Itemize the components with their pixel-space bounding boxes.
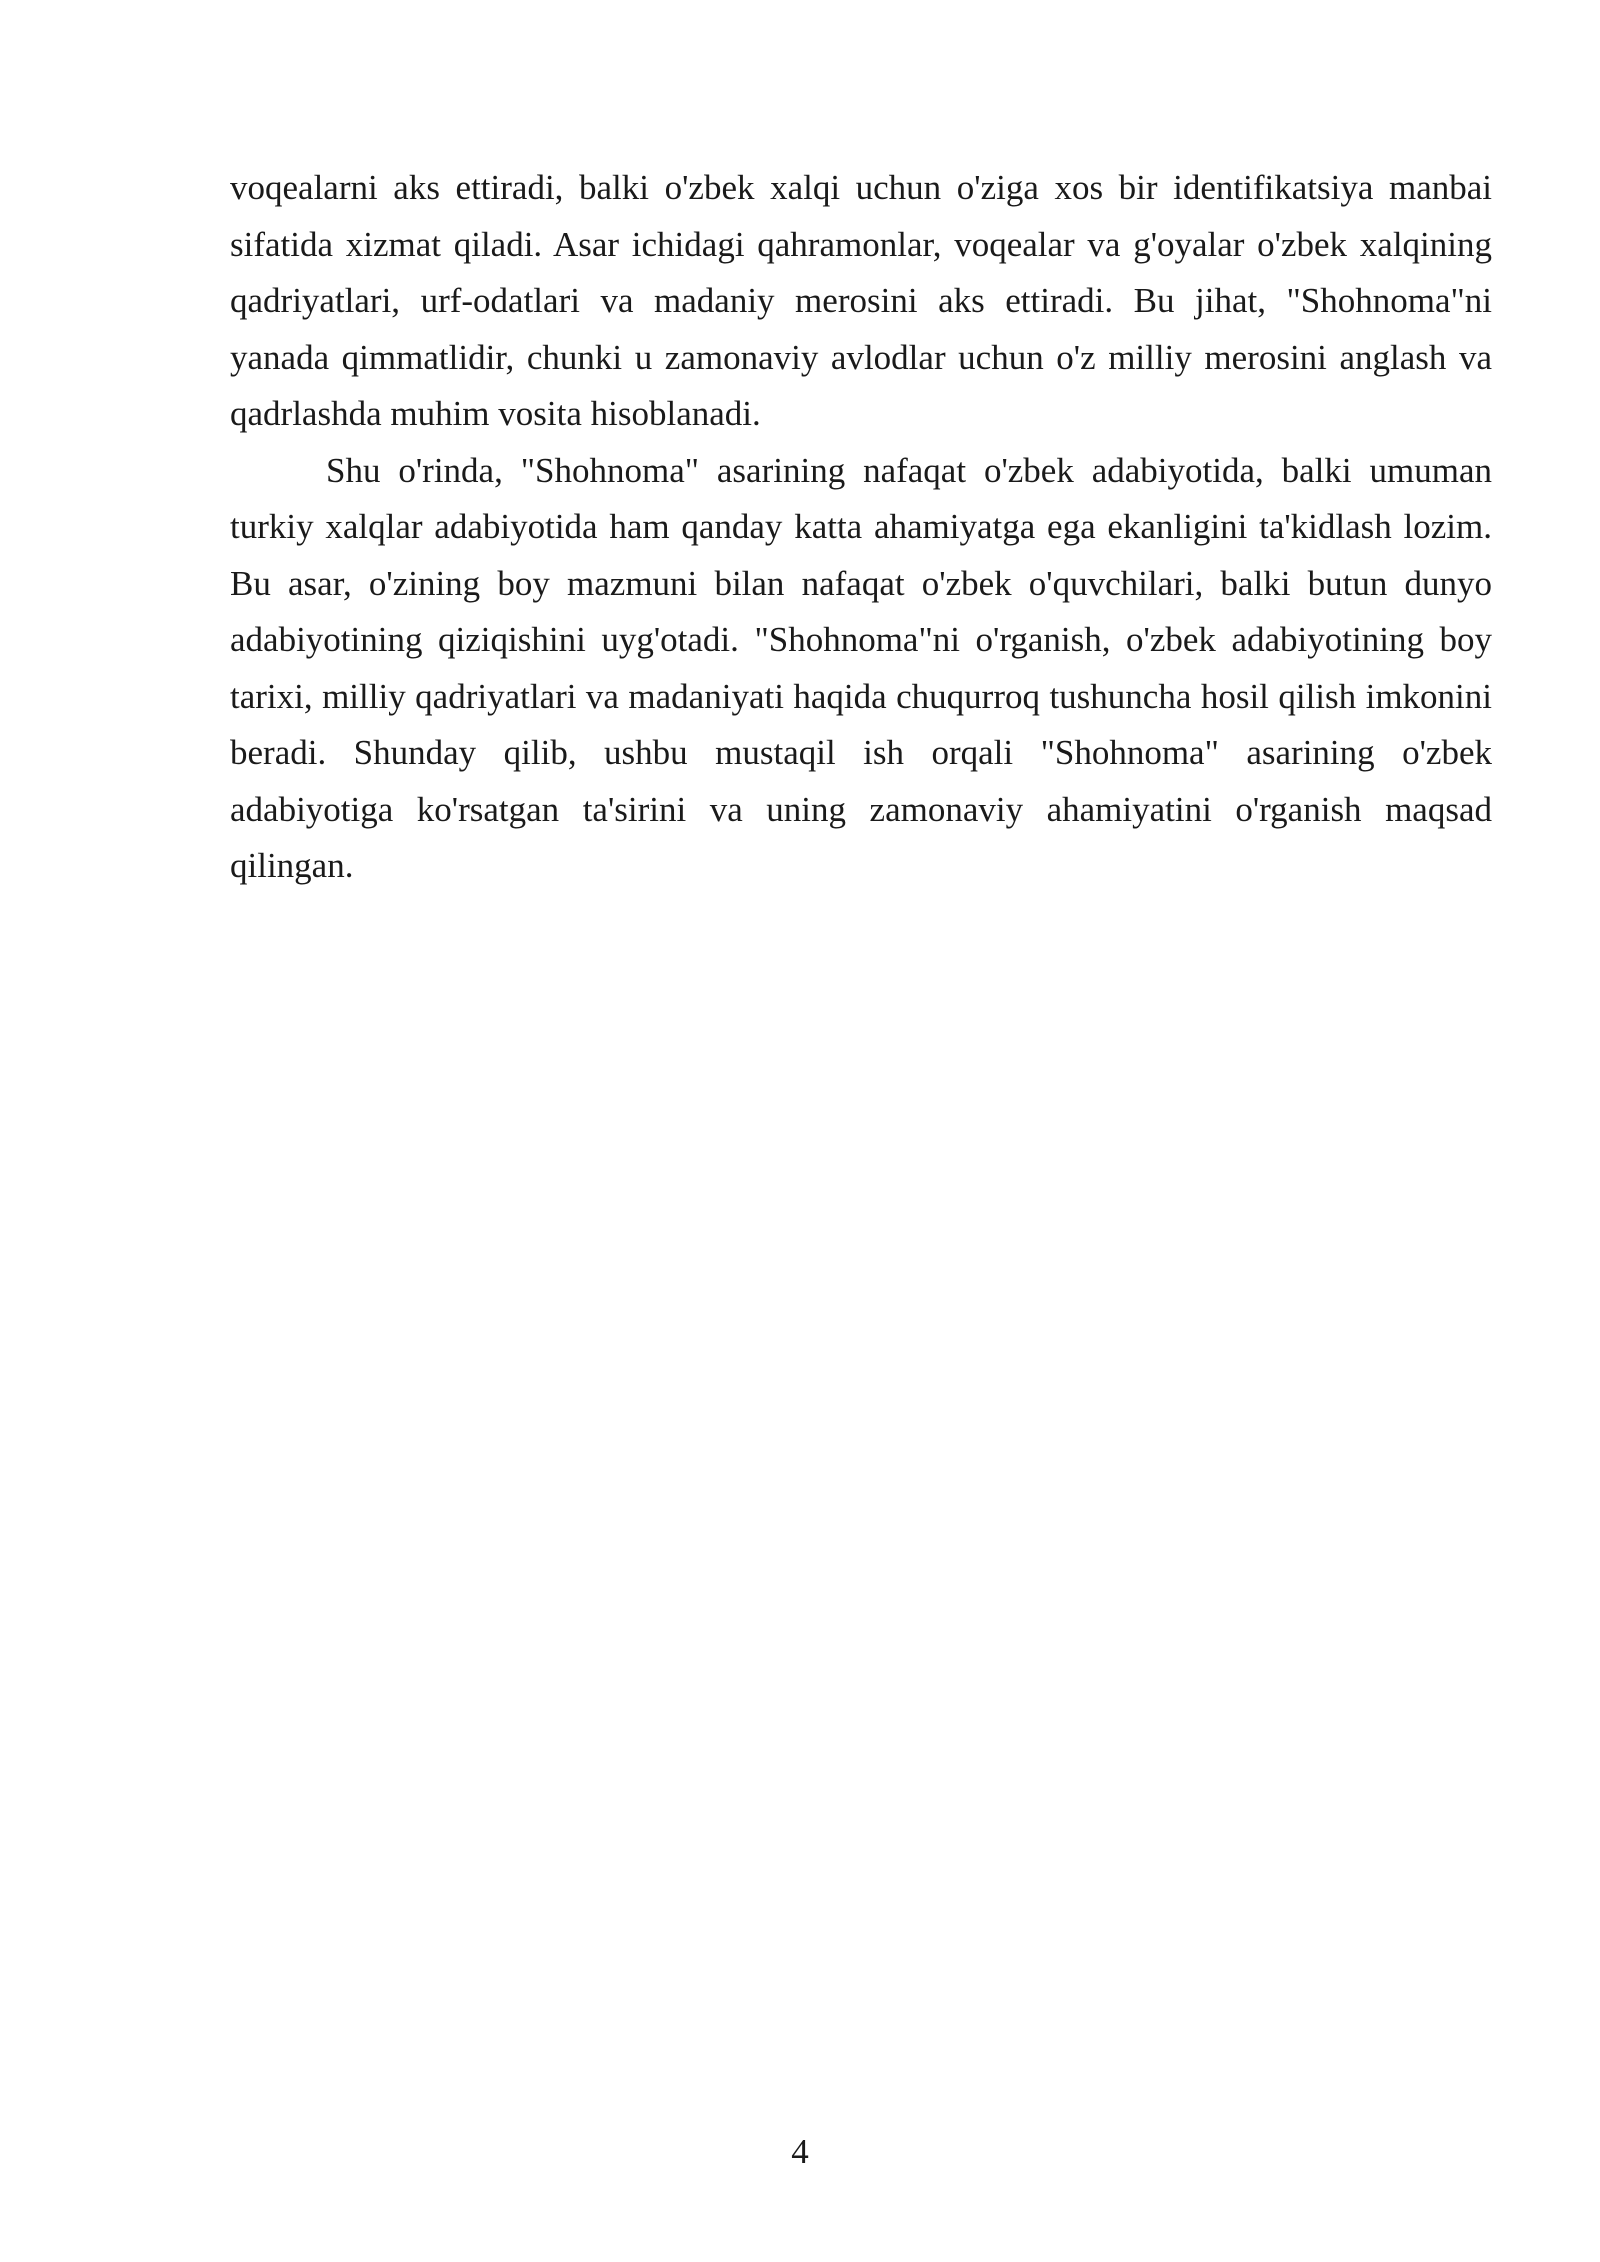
- paragraph-shu-orinda: Shu o'rinda, "Shohnoma" asarining nafaqat o'zbek adabiyotida, balki umuman turkiy xalqlar adabiyotida ham qanday katta ahamiyatga ega ekanligini ta'kidlash lozim. Bu asar, o'zining boy mazmuni bilan nafaqat o'zbek o'quvchilari, balki butun dunyo adabiyotining qiziqishini uyg'otadi. "Shohnoma"ni o'rganish, o'zbek adabiyotining boy tarixi, milliy qadriyatlari va madaniyati haqida chuqurroq tushuncha hosil qilish imkonini beradi. Shunday qilib, ushbu mustaqil ish orqali "Shohnoma" asarining o'zbek adabiyotiga ko'rsatgan ta'sirini va uning zamonaviy ahamiyatini o'rganish maqsad qilingan.: [230, 450, 1492, 885]
- body-text: [230, 160, 1492, 895]
- page-number: 4: [791, 2132, 809, 2171]
- paragraph-continuation: voqealarni aks ettiradi, balki o'zbek xalqi uchun o'ziga xos bir identifikatsiya manbai sifatida xizmat qiladi. Asar ichidagi qahramonlar, voqealar va g'oyalar o'zbek xalqining qadriyatlari, urf-odatlari va madaniy merosini aks ettiradi. Bu jihat, "Shohnoma"ni yanada qimmatlidir, chunki u zamonaviy avlodlar uchun o'z milliy merosini anglash va qadrlashda muhim vosita hisoblanadi.: [230, 168, 1492, 433]
